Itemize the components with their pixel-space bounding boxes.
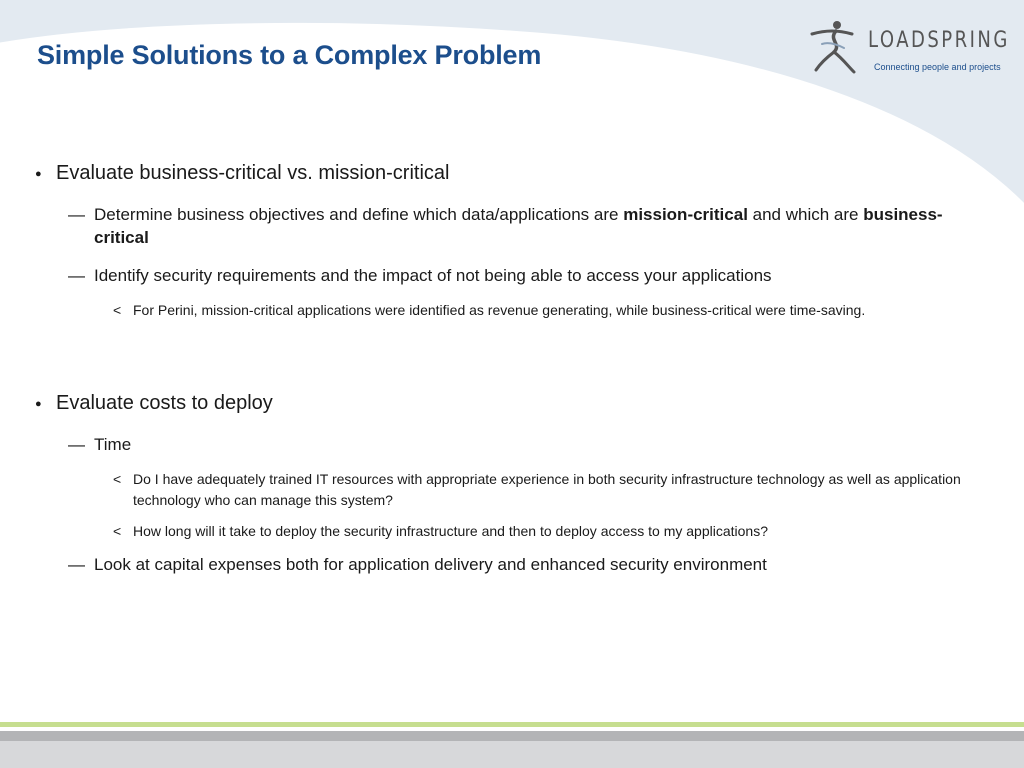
bullet-text: Evaluate business-critical vs. mission-critical [56, 162, 450, 184]
bullet-evaluate-criticality [35, 162, 450, 185]
sub-sub-bullet-text: Do I have adequately trained IT resources with appropriate experience in both security infrastructure technology as well as application technology who can manage this system? [133, 471, 961, 508]
sub-sub-bullet-text: For Perini, mission-critical applications were identified as revenue generating, while business-critical were time-saving. [133, 302, 866, 318]
sub-sub-bullet-trained-resources [113, 469, 978, 511]
dash-icon: — [68, 205, 85, 224]
dash-icon: — [68, 435, 85, 454]
chevron-left-icon: < [113, 302, 122, 318]
logo-wordmark: LOADSPRING [868, 28, 1010, 53]
dash-icon: — [68, 266, 85, 285]
sub-bullet-text-pre: Determine business objectives and define which data/applications are [94, 205, 624, 224]
dash-icon: — [68, 555, 85, 574]
logo-tagline: Connecting people and projects [874, 62, 1001, 72]
footer-grey-stripe [0, 731, 1024, 741]
loadspring-logo [806, 18, 1010, 78]
bullet-text: Evaluate costs to deploy [56, 392, 273, 414]
bullet-dot-icon: ● [35, 398, 42, 410]
sub-bullet-text: Time [94, 435, 132, 454]
running-figure-icon [806, 18, 866, 76]
sub-bullet-time [68, 433, 974, 456]
sub-sub-bullet-text: How long will it take to deploy the security infrastructure and then to deploy access to my applications? [133, 523, 768, 539]
bullet-evaluate-costs [35, 392, 273, 415]
sub-bullet-text: Look at capital expenses both for application delivery and enhanced security environment [94, 555, 767, 574]
chevron-left-icon: < [113, 523, 122, 539]
sub-sub-bullet-deploy-time [113, 521, 978, 542]
slide-title: Simple Solutions to a Complex Problem [37, 40, 542, 70]
sub-bullet-text: Identify security requirements and the impact of not being able to access your applications [94, 266, 772, 285]
sub-bullet-determine-objectives [68, 203, 974, 249]
sub-sub-bullet-perini [113, 300, 978, 321]
bullet-dot-icon: ● [35, 168, 42, 180]
business-critical-term: business-critical [94, 205, 943, 247]
mission-critical-term: mission-critical [623, 205, 748, 224]
sub-bullet-security-requirements [68, 264, 974, 287]
sub-bullet-text-mid: and which are [747, 205, 864, 224]
sub-bullet-capital-expenses [68, 553, 974, 576]
chevron-left-icon: < [113, 471, 122, 487]
footer-grey-band [0, 741, 1024, 768]
